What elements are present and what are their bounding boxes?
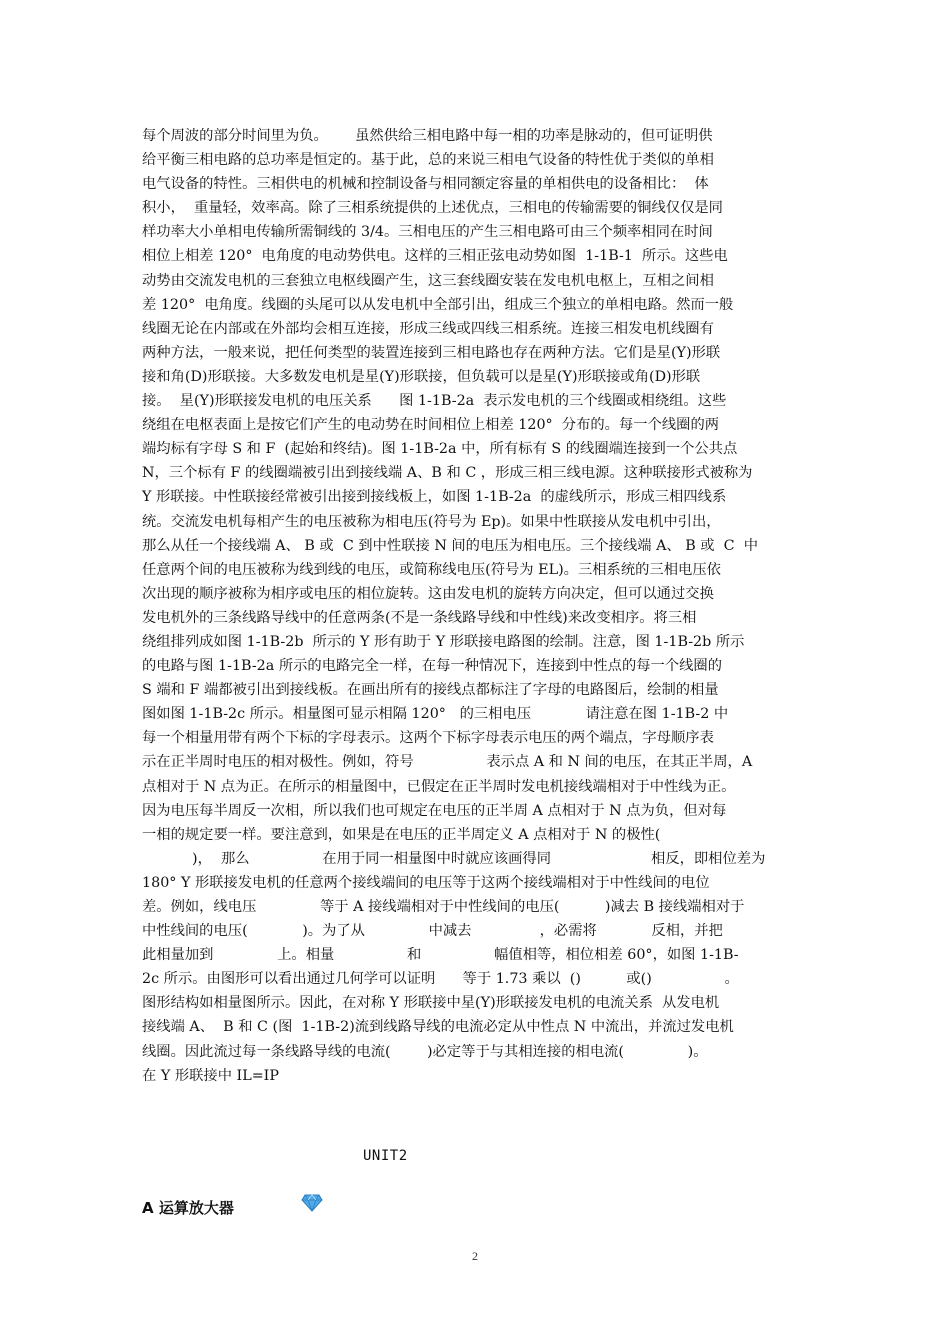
text-line: 电气设备的特性。三相供电的机械和控制设备与相同额定容量的单相供电的设备相比： 体 bbox=[142, 176, 709, 193]
text-line: 积小， 重量轻，效率高。除了三相系统提供的上述优点，三相电的传输需要的铜线仅仅是同 bbox=[142, 200, 723, 217]
body-paragraph bbox=[142, 124, 812, 1088]
text-line: 此相量加到 上。相量 和 幅值相等，相位相差 60°，如图 1-1B- bbox=[142, 947, 739, 964]
text-line: 接线端 A、 B 和 C (图 1-1B-2)流到线路导线的电流必定从中性点 N 中流出，并流过发电机 bbox=[142, 1019, 734, 1036]
text-line: 一相的规定要一样。要注意到，如果是在电压的正半周定义 A 点相对于 N 的极性( bbox=[142, 826, 661, 843]
text-line: 中性线间的电压( )。为了从 中减去 ，必需将 反相，并把 bbox=[142, 923, 723, 940]
text-line: 图如图 1-1B-2c 所示。相量图可显示相隔 120° 的三相电压 请注意在图 1-1B-2 中 bbox=[142, 706, 729, 723]
text-line: 绕组排列成如图 1-1B-2b 所示的 Y 形有助于 Y 形联接电路图的绘制。注意，图 1-1B-2b 所示 bbox=[142, 633, 745, 650]
text-line: 每一个相量用带有两个下标的字母表示。这两个下标字母表示电压的两个端点，字母顺序表 bbox=[142, 730, 714, 747]
text-line: 次出现的顺序被称为相序或电压的相位旋转。这由发电机的旋转方向决定，但可以通过交换 bbox=[142, 585, 714, 602]
text-line: 线圈无论在内部或在外部均会相互连接，形成三线或四线三相系统。连接三相发电机线圈有 bbox=[142, 320, 714, 337]
text-line: 统。交流发电机每相产生的电压被称为相电压(符号为 Ep)。如果中性联接从发电机中引出， bbox=[142, 513, 721, 530]
text-line: 2c 所示。由图形可以看出通过几何学可以证明 等于 1.73 乘以 () 或() 。 bbox=[142, 971, 739, 988]
text-line: 相位上相差 120° 电角度的电动势供电。这样的三相正弦电动势如图 1-1B-1 所示。这些电 bbox=[142, 248, 728, 265]
text-line: 端均标有字母 S 和 F (起始和终结)。图 1-1B-2a 中，所有标有 S 的线圈端连接到一个公共点 bbox=[142, 441, 738, 458]
text-line: )， 那么 在用于同一相量图中时就应该画得同 相反，即相位差为 bbox=[142, 850, 766, 867]
text-line: 给平衡三相电路的总功率是恒定的。基于此，总的来说三相电气设备的特性优于类似的单相 bbox=[142, 152, 714, 169]
text-line: 在 Y 形联接中 IL=IP bbox=[142, 1067, 279, 1084]
text-line: 那么从任一个接线端 A、 B 或 C 到中性联接 N 间的电压为相电压。三个接线端 A、 B 或 C 中 bbox=[142, 537, 759, 554]
text-line: N，三个标有 F 的线圈端被引出到接线端 A、B 和 C ，形成三相三线电源。这种联接形式被称为 bbox=[142, 465, 753, 482]
page-number: 2 bbox=[472, 1249, 478, 1263]
text-line: 示在正半周时电压的相对极性。例如，符号 表示点 A 和 N 间的电压，在其正半周，A bbox=[142, 754, 753, 771]
text-line: 动势由交流发电机的三套独立电枢线圈产生，这三套线圈安装在发电机电枢上，互相之间相 bbox=[142, 272, 714, 289]
text-line: S 端和 F 端都被引出到接线板。在画出所有的接线点都标注了字母的电路图后，绘制的相量 bbox=[142, 682, 719, 699]
text-line: 绕组在电枢表面上是按它们产生的电动势在时间相位上相差 120° 分布的。每一个线圈的两 bbox=[142, 417, 720, 434]
diamond-icon bbox=[301, 1194, 323, 1212]
text-line: 线圈。因此流过每一条线路导线的电流( )必定等于与其相连接的相电流( )。 bbox=[142, 1043, 708, 1060]
text-line: 任意两个间的电压被称为线到线的电压，或简称线电压(符号为 EL)。三相系统的三相电压依 bbox=[142, 561, 721, 578]
text-line: 180° Y 形联接发电机的任意两个接线端间的电压等于这两个接线端相对于中性线间的电位 bbox=[142, 874, 710, 891]
text-line: 的电路与图 1-1B-2a 所示的电路完全一样，在每一种情况下，连接到中性点的每一个线圈的 bbox=[142, 658, 723, 675]
unit-heading: UNIT2 bbox=[363, 1148, 408, 1164]
text-line: 发电机外的三条线路导线中的任意两条(不是一条线路导线和中性线)来改变相序。将三相 bbox=[142, 609, 697, 626]
text-line: 样功率大小单相电传输所需铜线的 3/4。三相电压的产生三相电路可由三个频率相同在时间 bbox=[142, 224, 713, 241]
text-line: 因为电压每半周反一次相，所以我们也可规定在电压的正半周 A 点相对于 N 点为负，但对每 bbox=[142, 802, 727, 819]
text-line: Y 形联接。中性联接经常被引出接到接线板上，如图 1-1B-2a 的虚线所示，形成三相四线系 bbox=[142, 489, 727, 506]
text-line: 两种方法，一般来说，把任何类型的装置连接到三相电路也存在两种方法。它们是星(Y)形联 bbox=[142, 344, 721, 361]
text-line: 差 120° 电角度。线圈的头尾可以从发电机中全部引出，组成三个独立的单相电路。然而一般 bbox=[142, 296, 734, 313]
text-line: 接和角(D)形联接。大多数发电机是星(Y)形联接，但负载可以是星(Y)形联接或角(D)形联 bbox=[142, 368, 701, 385]
text-line: 每个周波的部分时间里为负。 虽然供给三相电路中每一相的功率是脉动的，但可证明供 bbox=[142, 128, 713, 144]
section-heading: A 运算放大器 bbox=[142, 1199, 234, 1217]
text-line: 图形结构如相量图所示。因此，在对称 Y 形联接中星(Y)形联接发电机的电流关系 从发电机 bbox=[142, 995, 720, 1012]
text-line: 点相对于 N 点为正。在所示的相量图中，已假定在正半周时发电机接线端相对于中性线为正。 bbox=[142, 778, 736, 795]
text-line: 差。例如，线电压 等于 A 接线端相对于中性线间的电压( )减去 B 接线端相对于 bbox=[142, 899, 745, 915]
text-line: 接。 星(Y)形联接发电机的电压关系 图 1-1B-2a 表示发电机的三个线圈或相绕组。这些 bbox=[142, 393, 727, 410]
